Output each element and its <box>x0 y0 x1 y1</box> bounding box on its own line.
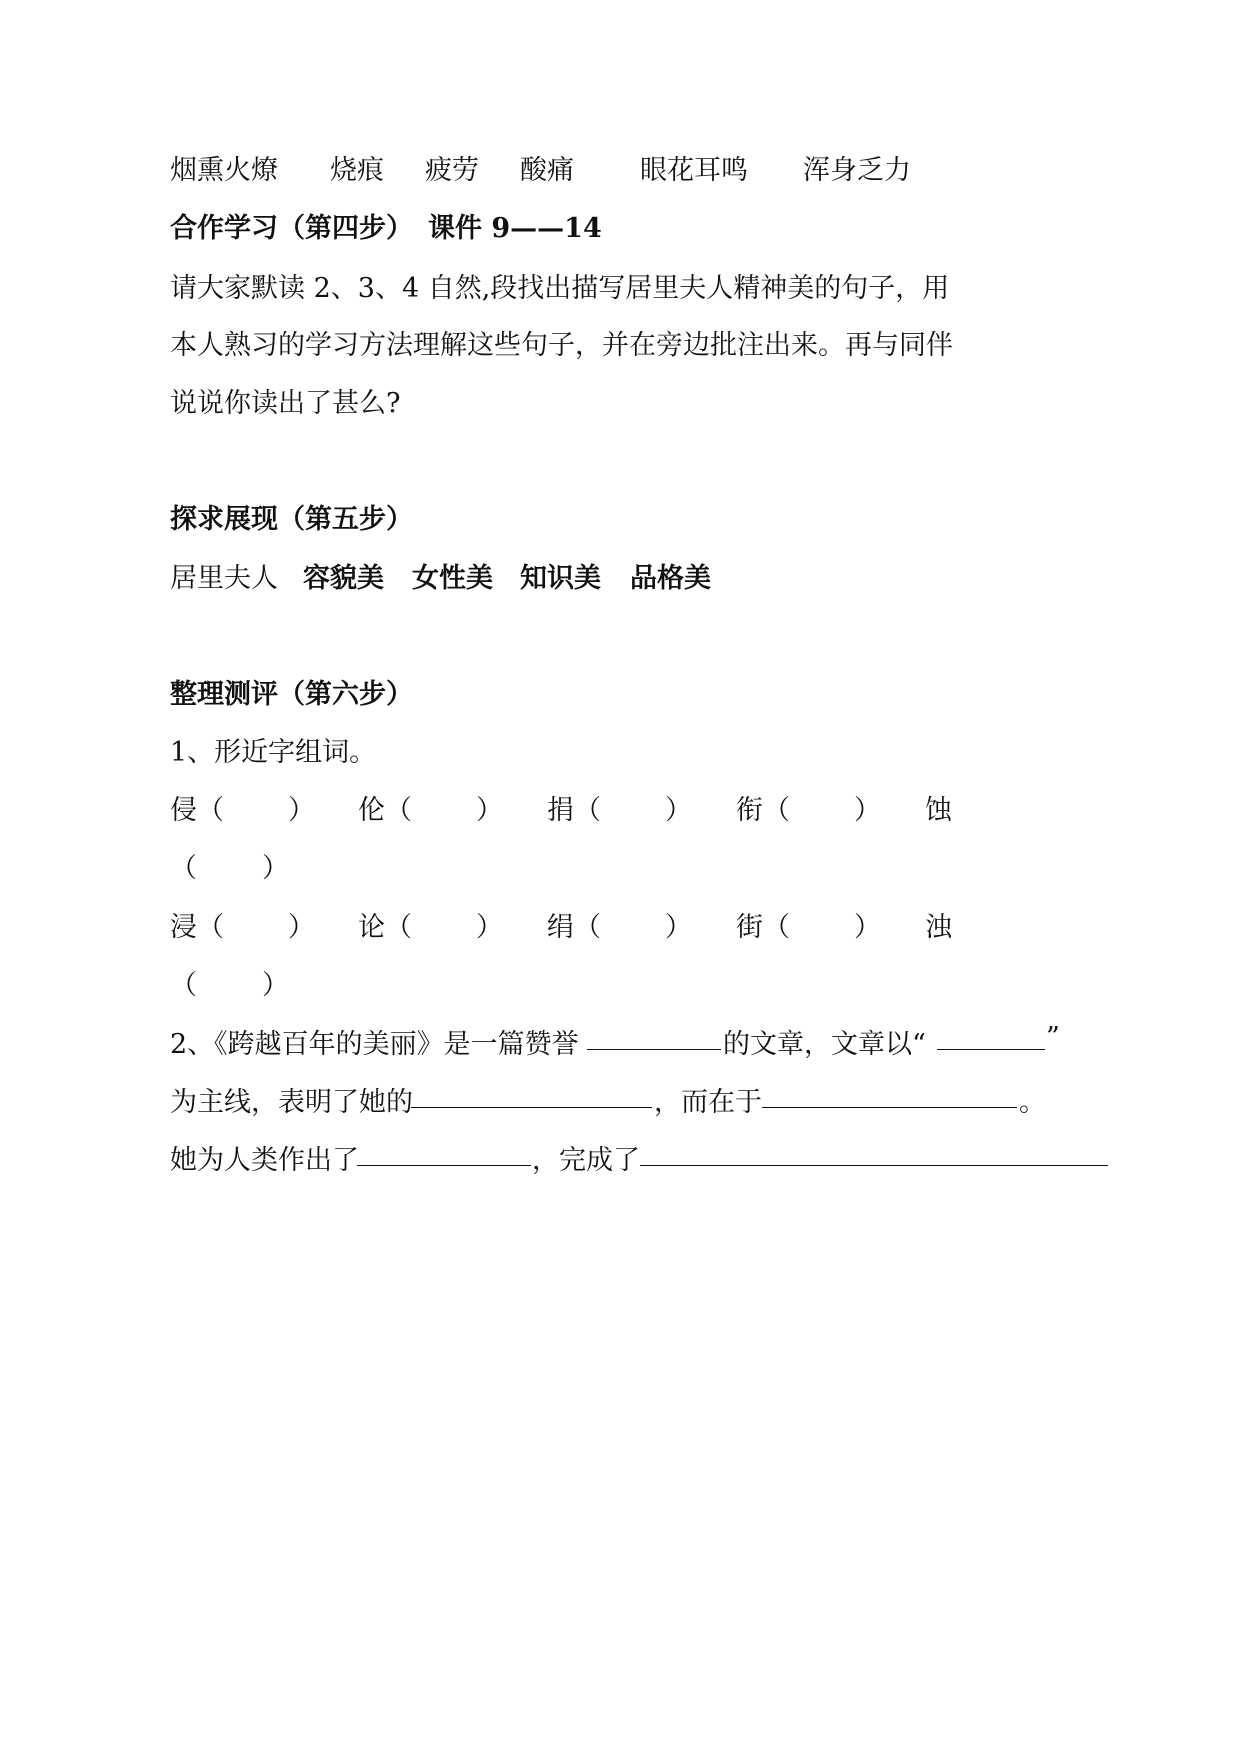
step5-item: 容貌美 <box>303 563 384 594</box>
char-blank-open: 绢（ <box>547 912 601 943</box>
close-paren: ） <box>262 853 289 884</box>
q2-text: 的文章，文章以“ <box>723 1029 926 1060</box>
vocab-word: 疲劳 <box>425 155 479 186</box>
char-blank-open: 论（ <box>358 912 412 943</box>
open-paren: （ <box>170 853 197 884</box>
fill-blank[interactable] <box>587 1049 721 1050</box>
close-paren: ） <box>288 795 315 826</box>
step5-title: 探求展现（第五步） <box>170 504 413 535</box>
close-paren: ） <box>288 912 315 943</box>
q2-text: ” <box>1046 1022 1060 1053</box>
char-blank-open: 街（ <box>736 912 790 943</box>
step4-courseware: 课件 9——14 <box>428 213 602 244</box>
step5-item: 知识美 <box>520 563 601 594</box>
char-blank-open: 捐（ <box>547 795 601 826</box>
char-label: 蚀 <box>925 795 952 826</box>
vocab-word: 眼花耳鸣 <box>640 155 748 186</box>
char-blank-open: 衔（ <box>736 795 790 826</box>
close-paren: ） <box>665 912 692 943</box>
fill-blank[interactable] <box>762 1107 1017 1108</box>
step5-item: 品格美 <box>630 563 711 594</box>
char-blank-open: 浸（ <box>170 912 224 943</box>
fill-blank[interactable] <box>640 1165 1108 1166</box>
step5-item: 女性美 <box>412 563 493 594</box>
fill-blank[interactable] <box>357 1165 531 1166</box>
vocab-word: 酸痛 <box>520 155 574 186</box>
paragraph-line: 说说你读出了甚么? <box>170 388 401 419</box>
close-paren: ） <box>262 970 289 1001</box>
step5-subject: 居里夫人 <box>170 563 278 594</box>
vocab-word: 烧痕 <box>330 155 384 186</box>
q2-text: ，而在于 <box>654 1087 762 1118</box>
step4-title: 合作学习（第四步） <box>170 213 413 244</box>
q2-text: ，完成了 <box>532 1145 640 1176</box>
q2-text: 她为人类作出了 <box>170 1145 359 1176</box>
paragraph-line: 本人熟习的学习方法理解这些句子，并在旁边批注出来。再与同伴 <box>170 330 953 361</box>
char-blank-open: 伦（ <box>358 795 412 826</box>
q1-label: 1、形近字组词。 <box>170 737 377 768</box>
close-paren: ） <box>476 912 503 943</box>
close-paren: ） <box>665 795 692 826</box>
open-paren: （ <box>170 970 197 1001</box>
close-paren: ） <box>854 795 881 826</box>
q2-text: 。 <box>1019 1087 1046 1118</box>
q2-text: 为主线，表明了她的 <box>170 1087 413 1118</box>
vocab-word: 浑身乏力 <box>803 155 911 186</box>
char-label: 浊 <box>925 912 952 943</box>
q2-text: 2、《跨越百年的美丽》是一篇赞誉 <box>170 1029 579 1060</box>
char-blank-open: 侵（ <box>170 795 224 826</box>
fill-blank[interactable] <box>937 1049 1045 1050</box>
close-paren: ） <box>476 795 503 826</box>
fill-blank[interactable] <box>411 1107 652 1108</box>
paragraph-line: 请大家默读 2、3、4 自然,段找出描写居里夫人精神美的句子，用 <box>170 273 950 304</box>
vocab-word: 烟熏火燎 <box>170 155 278 186</box>
step6-title: 整理测评（第六步） <box>170 679 413 710</box>
close-paren: ） <box>854 912 881 943</box>
